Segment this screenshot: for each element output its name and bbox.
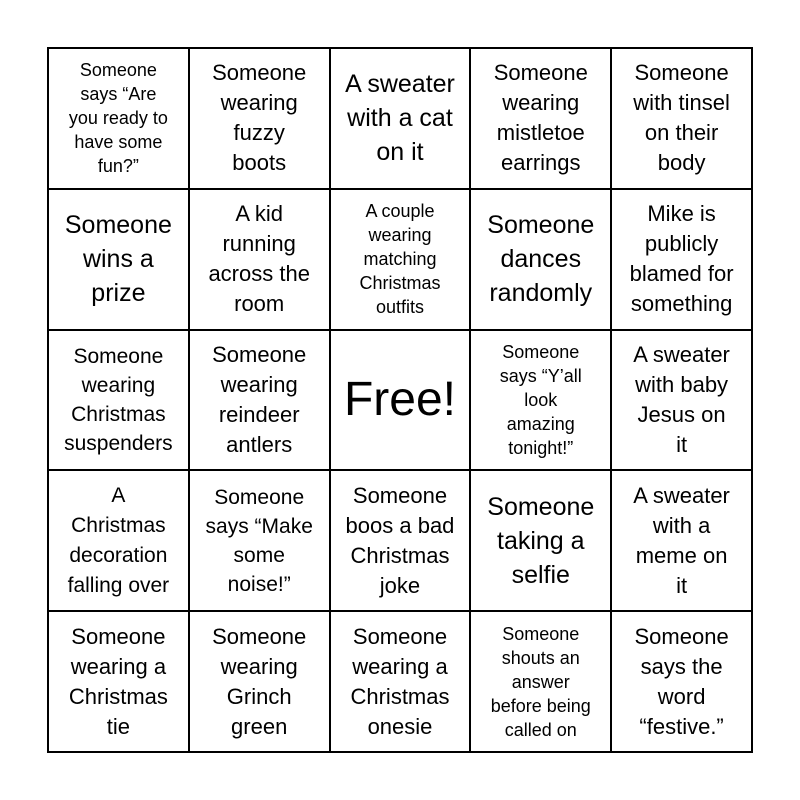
- bingo-cell-12[interactable]: [189, 330, 330, 471]
- cell-text: Someone wearing Grinch green: [212, 623, 307, 739]
- cell-text: Someone says the word “festive.”: [634, 623, 729, 739]
- cell-text: Someone wearing Christmas suspenders: [64, 344, 173, 455]
- cell-text: Someone boos a bad Christmas joke: [345, 482, 455, 598]
- bingo-cell-24[interactable]: [470, 611, 611, 752]
- cell-text: A Christmas decoration falling over: [67, 483, 170, 597]
- bingo-cell-1[interactable]: [48, 48, 189, 189]
- cell-text: Someone dances randomly: [487, 211, 595, 308]
- cell-text: Someone shouts an answer before being called on: [490, 623, 591, 740]
- bingo-cell-6[interactable]: [48, 189, 189, 330]
- bingo-cell-4[interactable]: [470, 48, 611, 189]
- bingo-cell-15[interactable]: [611, 330, 752, 471]
- cell-text: Someone taking a selfie: [487, 492, 595, 589]
- bingo-cell-18[interactable]: [330, 470, 471, 611]
- cell-text: A kid running across the room: [208, 201, 310, 317]
- free-space-text: Free!: [343, 372, 456, 426]
- bingo-cell-22[interactable]: [189, 611, 330, 752]
- cell-text: Someone wins a prize: [64, 211, 172, 308]
- cell-text: Someone wearing reindeer antlers: [212, 341, 307, 457]
- bingo-cell-11[interactable]: [48, 330, 189, 471]
- bingo-board: [47, 47, 753, 753]
- cell-text: Someone wearing a Christmas tie: [68, 623, 168, 739]
- bingo-cell-9[interactable]: [470, 189, 611, 330]
- cell-text: Mike is publicly blamed for something: [629, 201, 734, 317]
- bingo-cell-8[interactable]: [330, 189, 471, 330]
- cell-text: Someone says “Y’all look amazing tonight!”: [499, 341, 582, 458]
- bingo-cell-5[interactable]: [611, 48, 752, 189]
- bingo-cell-7[interactable]: [189, 189, 330, 330]
- bingo-cell-23[interactable]: [330, 611, 471, 752]
- cell-text: Someone says “Make some noise!”: [205, 485, 313, 596]
- cell-text: Someone with tinsel on their body: [633, 60, 730, 176]
- cell-text: Someone says “Are you ready to have some fun?”: [68, 60, 168, 177]
- bingo-cell-14[interactable]: [470, 330, 611, 471]
- cell-text: A sweater with baby Jesus on it: [633, 341, 730, 457]
- bingo-cell-17[interactable]: [189, 470, 330, 611]
- cell-text: Someone wearing fuzzy boots: [212, 60, 307, 176]
- cell-text: A sweater with a meme on it: [633, 482, 730, 598]
- bingo-cell-16[interactable]: [48, 470, 189, 611]
- bingo-cell-19[interactable]: [470, 470, 611, 611]
- cell-text: A sweater with a cat on it: [345, 70, 455, 167]
- cell-text: A couple wearing matching Christmas outfits: [359, 201, 441, 318]
- bingo-cell-3[interactable]: [330, 48, 471, 189]
- cell-text: Someone wearing a Christmas onesie: [350, 623, 450, 739]
- free-space-cell[interactable]: [330, 330, 471, 471]
- bingo-cell-2[interactable]: [189, 48, 330, 189]
- bingo-cell-20[interactable]: [611, 470, 752, 611]
- bingo-cell-10[interactable]: [611, 189, 752, 330]
- cell-text: Someone wearing mistletoe earrings: [493, 60, 588, 176]
- bingo-cell-21[interactable]: [48, 611, 189, 752]
- bingo-cell-25[interactable]: [611, 611, 752, 752]
